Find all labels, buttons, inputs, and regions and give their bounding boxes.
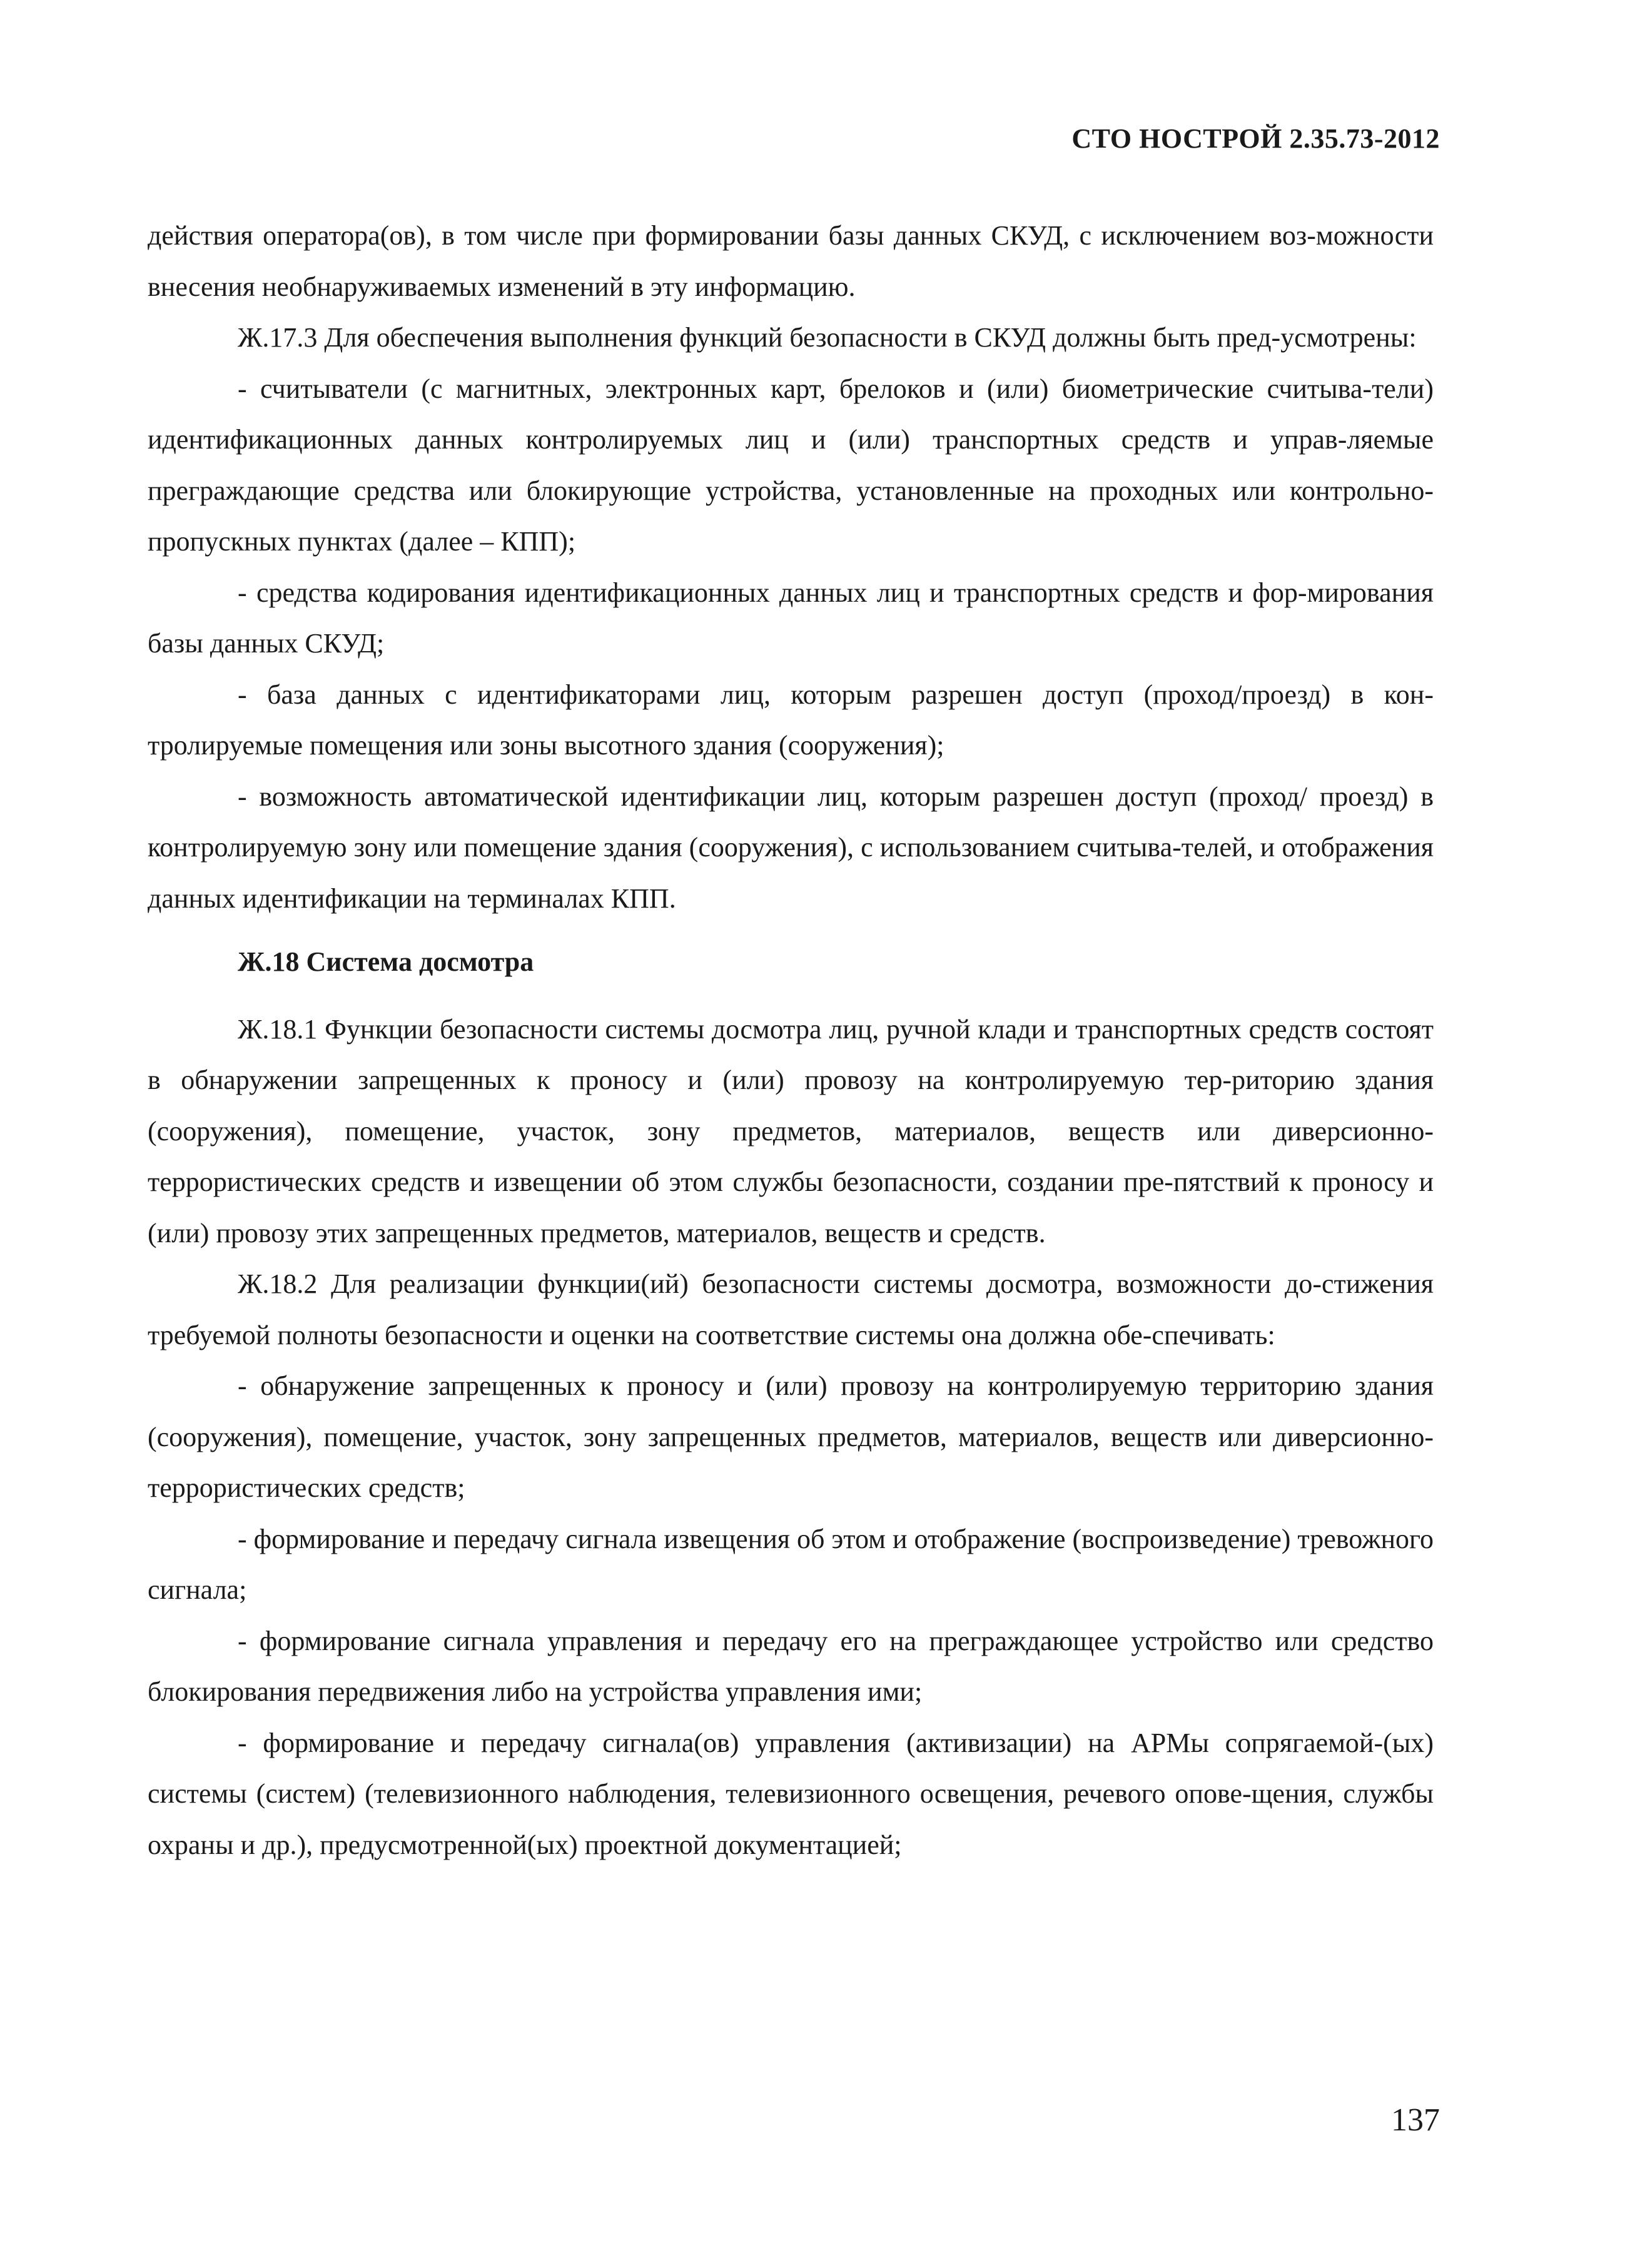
list-item: - средства кодирования идентификационных данных лиц и транспортных средств и фор-мирования базы данных СКУД; <box>148 577 1434 659</box>
list-item: - база данных с идентификаторами лиц, которым разрешен доступ (проход/проезд) в кон-тролируемые помещения или зоны высотного здания (сооружения); <box>148 679 1434 761</box>
page-header-title: СТО НОСТРОЙ 2.35.73-2012 <box>1071 123 1440 154</box>
list-item: - возможность автоматической идентификации лиц, которым разрешен доступ (проход/ проезд) в контролируемую зону или помещение здания (сооружения), с использованием считыва-телей, и отображения данных идентификации на терминалах КПП. <box>148 781 1434 914</box>
list-item: - обнаружение запрещенных к проносу и (или) провозу на контролируемую территорию здания (сооружения), помещение, участок, зону запрещенных предметов, материалов, веществ или диверсионно-террористических средств; <box>148 1370 1434 1503</box>
document-body <box>148 210 1434 1870</box>
paragraph: Ж.17.3 Для обеспечения выполнения функций безопасности в СКУД должны быть пред-усмотрены: <box>238 322 1417 353</box>
paragraph: действия оператора(ов), в том числе при формировании базы данных СКУД, с исключением воз-можности внесения необнаруживаемых изменений в эту информацию. <box>148 220 1434 302</box>
list-item: - формирование сигнала управления и передачу его на преграждающее устройство или средство блокирования передвижения либо на устройства управления ими; <box>148 1625 1434 1707</box>
paragraph: Ж.18.2 Для реализации функции(ий) безопасности системы досмотра, возможности до-стижения требуемой полноты безопасности и оценки на соответствие системы она должна обе-спечивать: <box>148 1268 1434 1350</box>
list-item: - формирование и передачу сигнала извещения об этом и отображение (воспроизведение) тревожного сигнала; <box>148 1523 1434 1605</box>
section-heading: Ж.18 Система досмотра <box>238 946 534 977</box>
list-item: - формирование и передачу сигнала(ов) управления (активизации) на АРМы сопрягаемой-(ых) системы (систем) (телевизионного наблюдения, телевизионного освещения, речевого опове-щения, службы охраны и др.), предусмотренной(ых) проектной документацией; <box>148 1727 1434 1860</box>
paragraph: Ж.18.1 Функции безопасности системы досмотра лиц, ручной клади и транспортных средств состоят в обнаружении запрещенных к проносу и (или) провозу на контролируемую тер-риторию здания (сооружения), помещение, участок, зону предметов, материалов, веществ или диверсионно-террористических средств и извещении об этом службы безопасности, создании пре-пятствий к проносу и (или) провозу этих запрещенных предметов, материалов, веществ и средств. <box>148 1013 1434 1248</box>
page-number: 137 <box>1391 2102 1440 2138</box>
list-item: - считыватели (с магнитных, электронных карт, брелоков и (или) биометрические считыва-тели) идентификационных данных контролируемых лиц и (или) транспортных средств и управ-ляемые преграждающие средства или блокирующие устройства, установленные на проходных или контрольно-пропускных пунктах (далее – КПП); <box>148 373 1434 557</box>
